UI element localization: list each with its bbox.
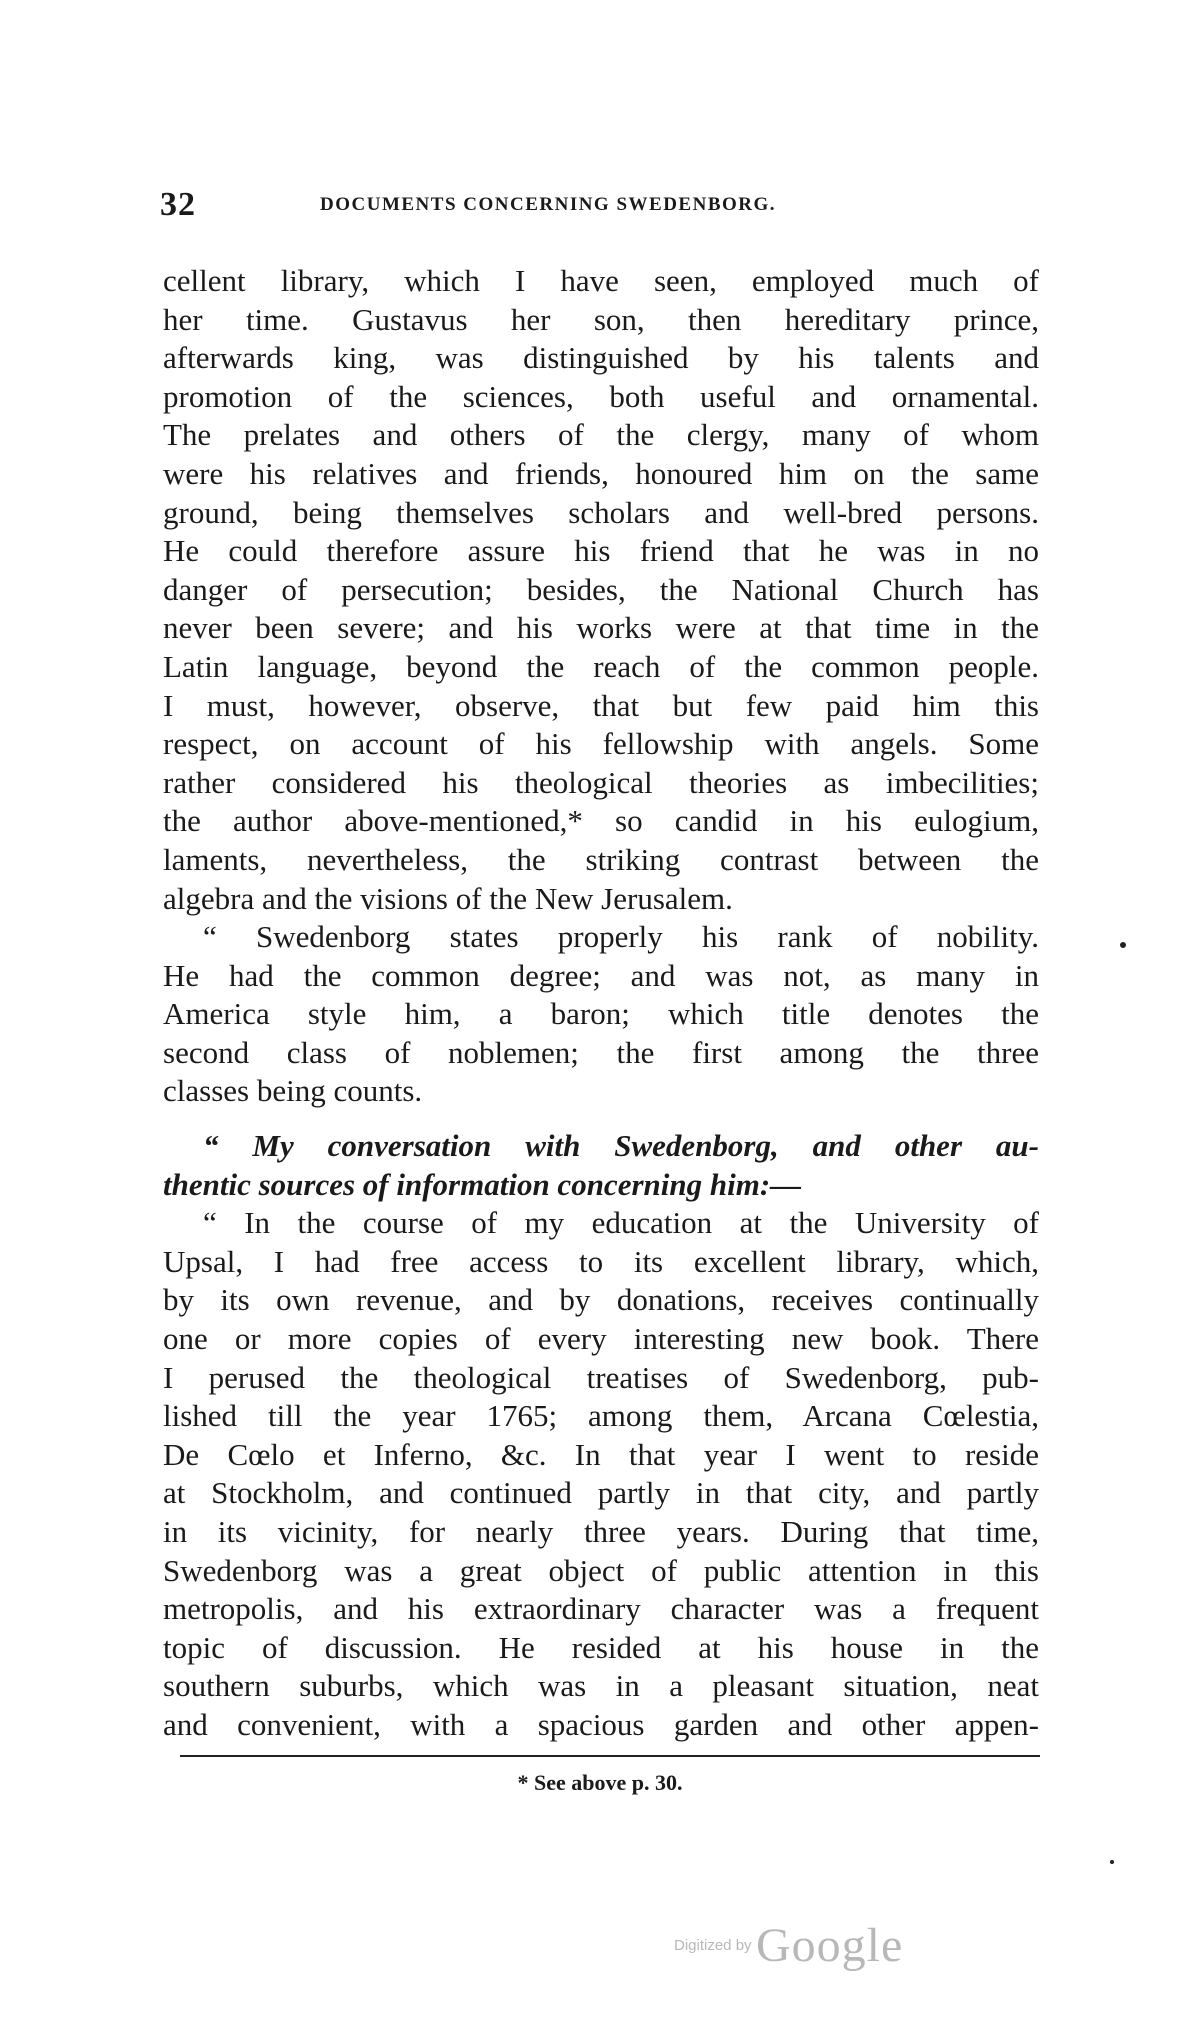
- text-line: topic of discussion. He resided at his house in the: [163, 1629, 1039, 1665]
- text-line: promotion of the sciences, both useful and ornamental.: [163, 378, 1039, 414]
- text-line: I perused the theological treatises of Swedenborg, pub-: [163, 1359, 1039, 1395]
- section-heading-line: thentic sources of information concerning him:—: [163, 1166, 802, 1202]
- text-line: He had the common degree; and was not, as many in: [163, 957, 1039, 993]
- text-line: algebra and the visions of the New Jerusalem.: [163, 880, 733, 916]
- text-line: Latin language, beyond the reach of the common people.: [163, 648, 1039, 684]
- text-line: and convenient, with a spacious garden and other appen-: [163, 1706, 1039, 1742]
- text-line: He could therefore assure his friend that he was in no: [163, 533, 1039, 569]
- body-text: [163, 262, 1039, 1745]
- text-line: afterwards king, was distinguished by his talents and: [163, 340, 1039, 376]
- text-line: danger of persecution; besides, the National Church has: [163, 571, 1039, 607]
- text-line: the author above-mentioned,* so candid in his eulogium,: [163, 803, 1039, 839]
- page-number: 32: [160, 186, 196, 223]
- running-head: DOCUMENTS CONCERNING SWEDENBORG.: [320, 194, 777, 215]
- text-line: America style him, a baron; which title denotes the: [163, 996, 1039, 1032]
- text-line: “ In the course of my education at the University of: [203, 1205, 1039, 1241]
- text-line: never been severe; and his works were at that time in the: [163, 610, 1039, 646]
- text-line: ground, being themselves scholars and well-bred persons.: [163, 494, 1039, 530]
- text-line: The prelates and others of the clergy, many of whom: [163, 417, 1039, 453]
- ink-speck: [1110, 1860, 1114, 1864]
- text-line: cellent library, which I have seen, employed much of: [163, 263, 1039, 298]
- text-line: metropolis, and his extraordinary character was a frequent: [163, 1591, 1039, 1627]
- text-line: one or more copies of every interesting new book. There: [163, 1321, 1039, 1357]
- text-line: at Stockholm, and continued partly in that city, and partly: [163, 1475, 1039, 1511]
- text-line: classes being counts.: [163, 1073, 423, 1109]
- text-line: laments, nevertheless, the striking contrast between the: [163, 841, 1039, 877]
- text-line: rather considered his theological theories as imbecilities;: [163, 764, 1039, 800]
- text-line: De Cœlo et Inferno, &c. In that year I went to reside: [163, 1436, 1039, 1472]
- text-line: Swedenborg was a great object of public attention in this: [163, 1552, 1039, 1588]
- text-line: were his relatives and friends, honoured him on the same: [163, 455, 1039, 491]
- footnote: * See above p. 30.: [517, 1770, 683, 1795]
- paragraph-gap: [163, 1111, 1039, 1127]
- text-line: second class of noblemen; the first among the three: [163, 1034, 1039, 1070]
- ink-speck: [1120, 942, 1126, 948]
- text-line: her time. Gustavus her son, then hereditary prince,: [163, 301, 1039, 337]
- text-line: Upsal, I had free access to its excellent library, which,: [163, 1243, 1039, 1279]
- text-line: “ Swedenborg states properly his rank of nobility.: [203, 919, 1039, 955]
- text-line: respect, on account of his fellowship with angels. Some: [163, 726, 1039, 762]
- text-line: by its own revenue, and by donations, receives continually: [163, 1282, 1039, 1318]
- google-logo: Google: [756, 1919, 904, 1972]
- text-line: lished till the year 1765; among them, Arcana Cœlestia,: [163, 1398, 1039, 1434]
- page-header: [160, 186, 1040, 230]
- watermark-prefix: Digitized by: [674, 1937, 752, 1954]
- footnote-rule: [180, 1755, 1040, 1757]
- text-line: southern suburbs, which was in a pleasant situation, neat: [163, 1668, 1039, 1704]
- text-line: I must, however, observe, that but few paid him this: [163, 687, 1039, 723]
- section-heading-line: “ My conversation with Swedenborg, and other au-: [203, 1128, 1039, 1164]
- digitized-watermark: [674, 1918, 903, 1973]
- text-line: in its vicinity, for nearly three years. During that time,: [163, 1514, 1039, 1549]
